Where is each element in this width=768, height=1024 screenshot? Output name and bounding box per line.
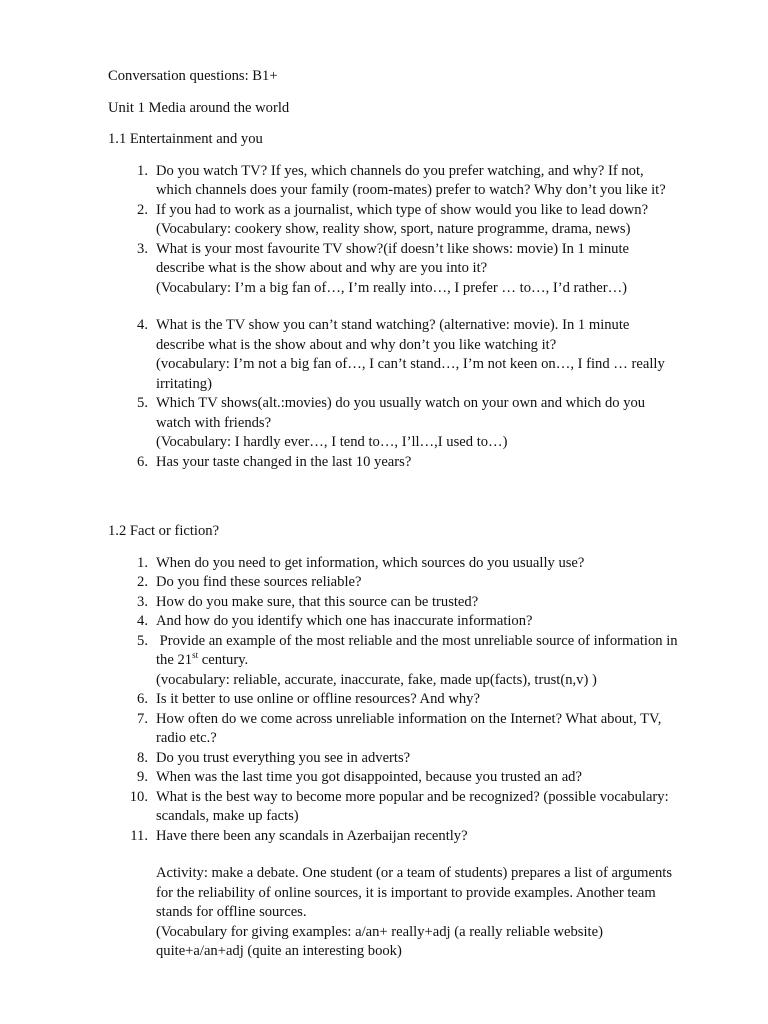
activity-block: Activity: make a debate. One student (or a team of students) prepares a list of arguments for the reliability of online sources, it is important to provide examples. Another team stands for offline sources. (Vocabulary for giving examples: a/an+ really+adj (a really reliable website) quite+a/an+adj (quite an interesting book) bbox=[156, 865, 673, 959]
list-item: 2. Do you find these sources reliable? bbox=[137, 574, 362, 590]
list-item: 4. What is the TV show you can’t stand watching? (alternative: movie). In 1 minute describe what is the show about and why don’t you like watching it? (vocabulary: I’m not a big fan of…, I can’t stand…, I’m not keen on…, I find … really irritating) bbox=[137, 317, 665, 392]
list-item: 6. Has your taste changed in the last 10 years? bbox=[137, 453, 412, 470]
list-spacer bbox=[108, 298, 718, 316]
list-item: 9. When was the last time you got disappointed, because you trusted an ad? bbox=[137, 769, 582, 785]
list-item: 2. If you had to work as a journalist, which type of show would you like to lead down? (Vocabulary: cookery show, reality show, sport, nature programme, drama, news) bbox=[137, 201, 649, 237]
list-item: 3. How do you make sure, that this source can be trusted? bbox=[137, 593, 479, 610]
document-title: Conversation questions: B1+ bbox=[108, 68, 278, 84]
section-spacer bbox=[108, 472, 718, 522]
question-list-1-2 bbox=[108, 554, 718, 847]
list-item: 3. What is your most favourite TV show?(if doesn’t like shows: movie) In 1 minute describe what is the show about and why are you into it? (Vocabulary: I’m a big fan of…, I’m really into…, I prefer … to…, I’d rather…) bbox=[137, 240, 630, 296]
document-page bbox=[108, 67, 718, 962]
section-heading-1-2: 1.2 Fact or fiction? bbox=[108, 523, 220, 539]
list-item: 11. Have there been any scandals in Azerbaijan recently? bbox=[130, 827, 468, 844]
list-item: 7. How often do we come across unreliable information on the Internet? What about, TV, radio etc.? bbox=[137, 710, 662, 746]
list-item: 5. Which TV shows(alt.:movies) do you usually watch on your own and which do you watch with friends? (Vocabulary: I hardly ever…, I tend to…, I’ll…,I used to…) bbox=[137, 395, 646, 450]
section-heading-1-1: 1.1 Entertainment and you bbox=[108, 131, 263, 147]
list-item: 6. Is it better to use online or offline resources? And why? bbox=[137, 691, 480, 707]
question-list-1-1 bbox=[108, 162, 718, 473]
list-item: 10. What is the best way to become more popular and be recognized? (possible vocabulary: scandals, make up facts) bbox=[129, 788, 669, 824]
list-item: 5. Provide an example of the most reliable and the most unreliable source of information in the 21st century. (vocabulary: reliable, accurate, inaccurate, fake, made up(facts), trust(n,v) ) bbox=[137, 632, 678, 688]
list-item: 1. Do you watch TV? If yes, which channels do you prefer watching, and why? If not, which channels does your family (room-mates) prefer to watch? Why don’t you like it? bbox=[137, 162, 666, 198]
list-item: 8. Do you trust everything you see in adverts? bbox=[137, 749, 411, 766]
unit-heading: Unit 1 Media around the world bbox=[108, 99, 290, 116]
list-item: 1. When do you need to get information, which sources do you usually use? bbox=[137, 554, 585, 571]
list-item: 4. And how do you identify which one has inaccurate information? bbox=[137, 613, 533, 629]
